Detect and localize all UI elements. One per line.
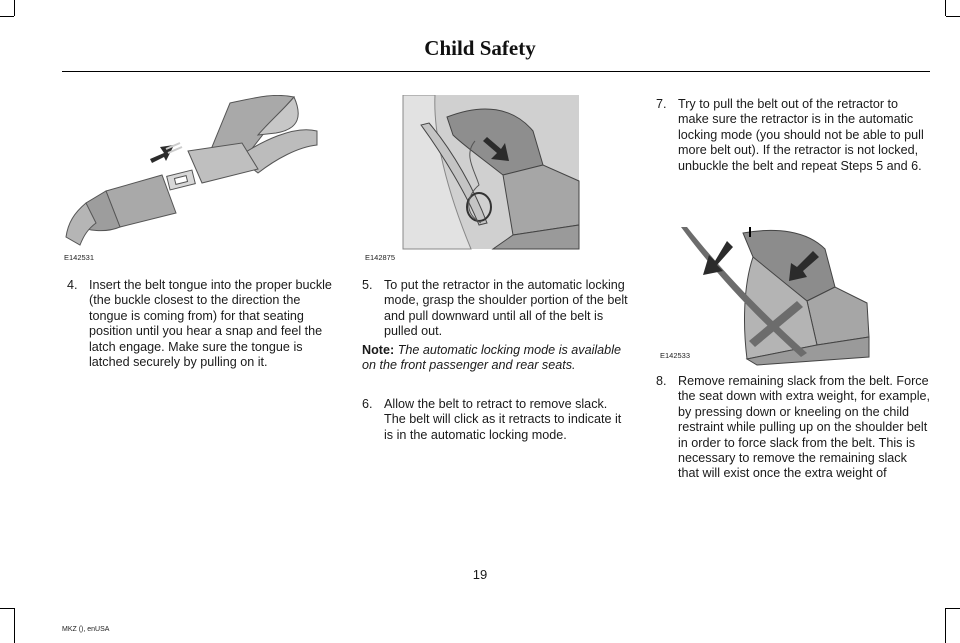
step-number: 8.: [656, 374, 667, 388]
page-number: 19: [472, 567, 488, 582]
step-7: [656, 97, 930, 174]
footer-model: MKZ (), enUSA: [62, 626, 110, 633]
crop-mark-top-right-v: [945, 0, 946, 16]
figure-retractor-check: [657, 227, 930, 367]
note-label: Note:: [362, 343, 395, 357]
page-title: Child Safety: [424, 36, 536, 60]
crop-mark-top-right-h: [946, 16, 960, 17]
note-text: The automatic locking mode is available on the front passenger and rear seats.: [362, 343, 621, 373]
figure-shoulder-belt: [363, 95, 633, 265]
crop-mark-bottom-left-h: [0, 608, 14, 609]
crop-mark-bottom-right-h: [946, 608, 960, 609]
step-6: [362, 397, 632, 443]
step-text: Insert the belt tongue into the proper buckle (the buckle closest to the direction the tongue is coming from) for that seating position until you hear a snap and feel the latch engage. Make sure the tongue is latched securely by pulling on it.: [89, 278, 332, 370]
crop-mark-bottom-right-v: [945, 608, 946, 643]
step-number: 7.: [656, 97, 667, 111]
figure-belt-buckle: [62, 95, 332, 265]
crop-mark-top-left-h: [0, 16, 14, 17]
step-8: [656, 374, 930, 482]
belt-buckle-illustration: [62, 95, 332, 265]
shoulder-belt-illustration: [363, 95, 633, 265]
step-number: 5.: [362, 278, 373, 292]
figure-code: E142531: [64, 253, 95, 262]
step-4: [67, 278, 337, 370]
crop-mark-bottom-left-v: [14, 608, 15, 643]
step-text: To put the retractor in the automatic locking mode, grasp the shoulder portion of the belt and pull downward until all of the belt is pulled out.: [384, 278, 628, 339]
step-text: Allow the belt to retract to remove slack. The belt will click as it retracts to indicate it is in the automatic locking mode.: [384, 397, 622, 442]
header-rule: [62, 71, 930, 72]
step-5: [362, 278, 632, 340]
figure-code: E142875: [365, 253, 396, 262]
step-text: Remove remaining slack from the belt. Force the seat down with extra weight, for example, by pressing down or kneeling on the child restraint while pulling up on the shoulder belt in order to force slack from the belt. This is necessary to remove the remaining slack that will exist once the extra weight of: [678, 374, 931, 481]
note: [362, 343, 632, 374]
figure-code: E142533: [660, 351, 691, 360]
retractor-check-illustration: [657, 227, 930, 367]
step-number: 4.: [67, 278, 78, 292]
step-text: Try to pull the belt out of the retractor to make sure the retractor is in the automatic locking mode (you should not be able to pull more belt out). If the retractor is not locked, unbuckle the belt and repeat Steps 5 and 6.: [678, 97, 924, 173]
step-number: 6.: [362, 397, 373, 411]
crop-mark-top-left-v: [14, 0, 15, 16]
